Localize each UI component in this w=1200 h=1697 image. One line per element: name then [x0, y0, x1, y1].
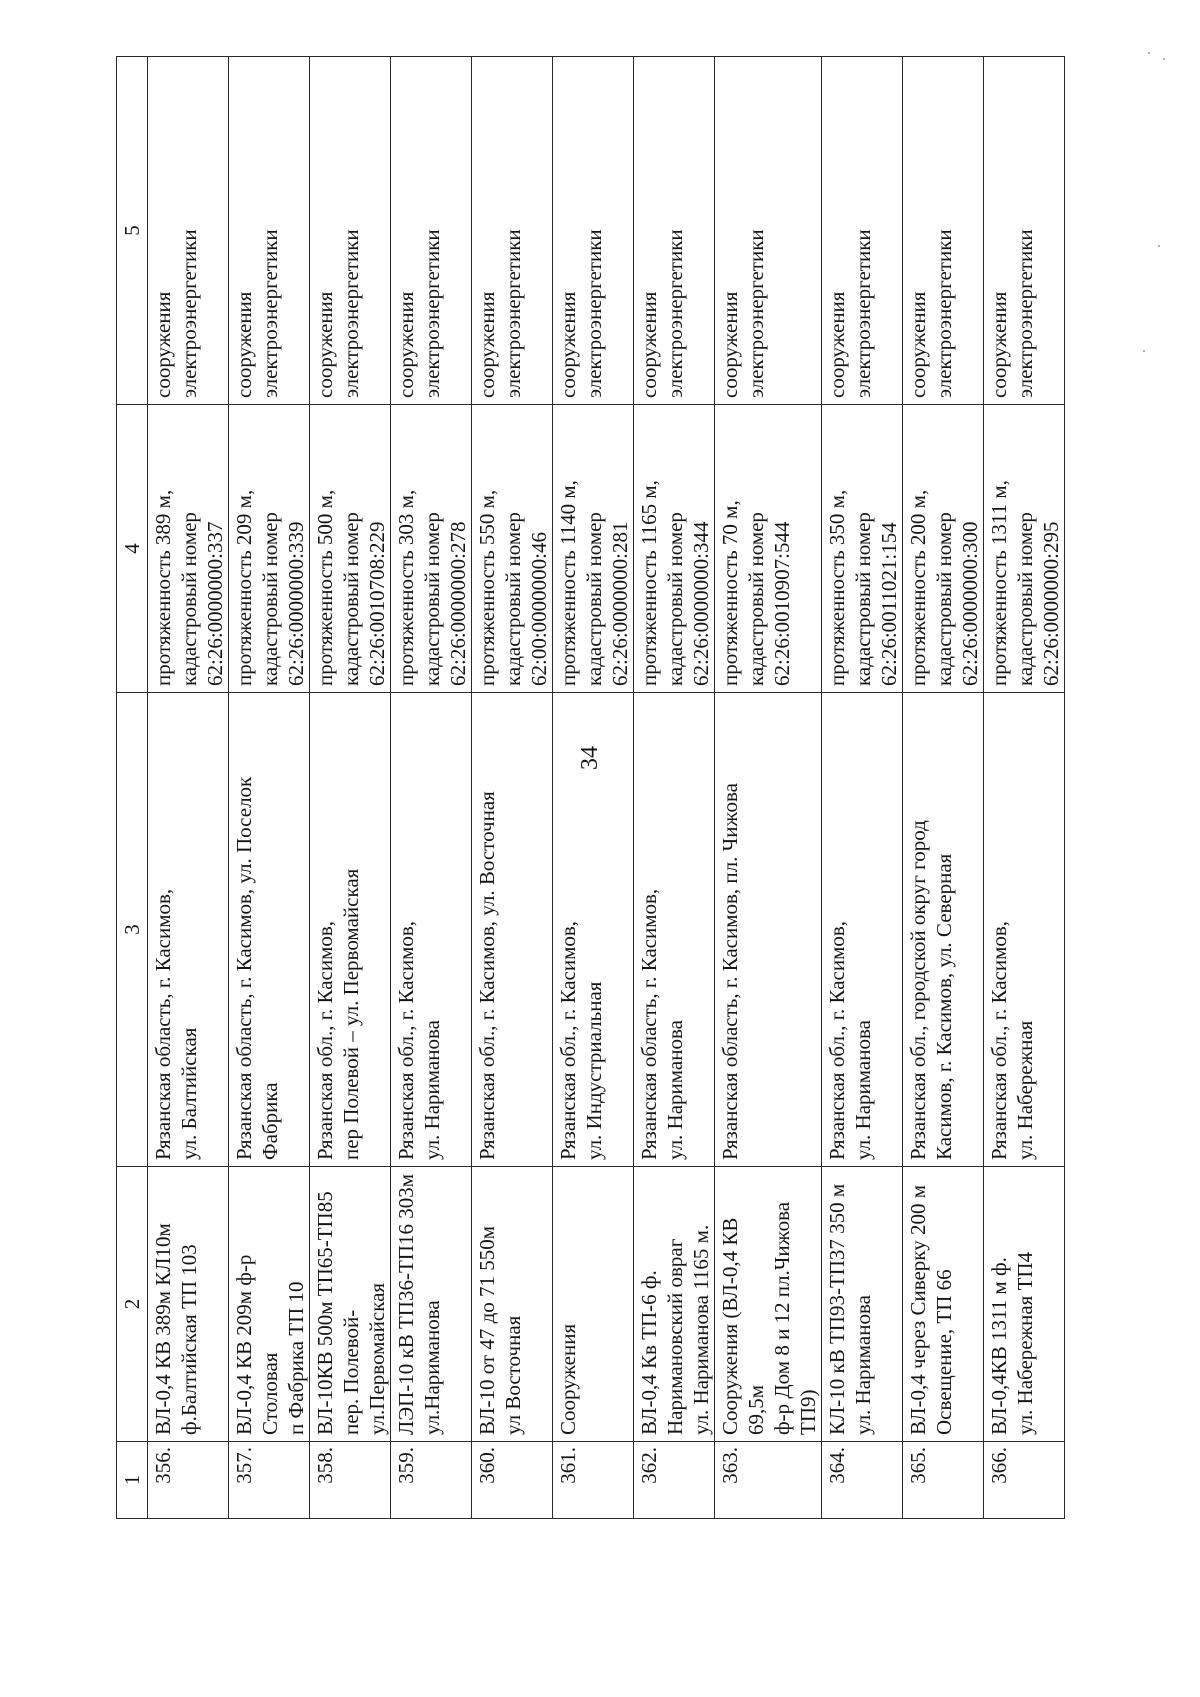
cell-line: электроэнергетики — [501, 229, 525, 398]
cell-purpose — [984, 57, 1065, 405]
column-header-2: 2 — [117, 1167, 148, 1442]
cell-line: КЛ-10 кВ ТП93-ТП37 350 м — [825, 1183, 849, 1435]
cell-object-name — [984, 1167, 1065, 1442]
table-row — [634, 57, 715, 1519]
cell-line: Рязанская обл., г. Касимов, — [987, 920, 1011, 1160]
column-header-3: 3 — [117, 693, 148, 1167]
cell-line: ф-р Дом 8 и 12 пл.Чижова ТП9) — [770, 1201, 820, 1435]
cell-address — [229, 693, 310, 1167]
cell-purpose — [148, 57, 229, 405]
cell-line: Фабрика — [258, 1082, 282, 1160]
cell-characteristics — [310, 405, 391, 693]
cell-address — [553, 693, 634, 1167]
cell-purpose — [634, 57, 715, 405]
table-row — [822, 57, 903, 1519]
cell-line: 62:26:0000000:278 — [446, 521, 470, 686]
cell-line: Рязанская область, г. Касимов, ул. Поселок — [232, 776, 256, 1160]
cell-line: протяженность 70 м, — [718, 500, 742, 686]
cell-line: сооружения — [232, 291, 256, 398]
cell-line: Рязанская область, г. Касимов, — [151, 888, 175, 1160]
cell-purpose — [472, 57, 553, 405]
cell-characteristics — [984, 405, 1065, 693]
cell-address — [984, 693, 1065, 1167]
cell-line: 62:26:0000000:344 — [689, 521, 713, 686]
cell-address — [634, 693, 715, 1167]
cell-line: протяженность 389 м, — [151, 489, 175, 686]
cell-line: ул. Набережная — [1013, 1020, 1037, 1160]
table-row — [553, 57, 634, 1519]
cell-number: 360. — [472, 1442, 553, 1519]
table-row — [984, 57, 1065, 1519]
cell-purpose — [822, 57, 903, 405]
table-row — [148, 57, 229, 1519]
cell-line: ул. Нариманова — [851, 1295, 875, 1435]
cell-characteristics — [634, 405, 715, 693]
cell-line: протяженность 350 м, — [825, 489, 849, 686]
cell-line: протяженность 1165 м, — [637, 480, 661, 686]
cell-line: ул.Нариманова — [420, 1300, 444, 1435]
cell-line: ВЛ-0,4 Кв ТП-6 ф. — [637, 1270, 661, 1435]
cell-line: ул. Нариманова — [663, 1020, 687, 1160]
cell-line: ул. Нариманова — [420, 1020, 444, 1160]
cell-object-name — [903, 1167, 984, 1442]
cell-line: ул. Нариманова — [851, 1020, 875, 1160]
cell-line: протяженность 200 м, — [906, 489, 930, 686]
cell-line: 62:26:0010907:544 — [770, 521, 794, 686]
scan-speck — [1158, 245, 1160, 247]
table-row — [903, 57, 984, 1519]
cell-number: 366. — [984, 1442, 1065, 1519]
cell-address — [472, 693, 553, 1167]
cell-number: 357. — [229, 1442, 310, 1519]
cell-line: электроэнергетики — [1013, 229, 1037, 398]
cell-object-name — [553, 1167, 634, 1442]
cell-line: протяженность 550 м, — [475, 489, 499, 686]
cell-number: 363. — [715, 1442, 822, 1519]
cell-line: 62:26:0000000:295 — [1039, 521, 1063, 686]
cell-line: сооружения — [394, 291, 418, 398]
cell-line: сооружения — [825, 291, 849, 398]
cell-line: Сооружения (ВЛ-0,4 КВ 69,5м — [718, 1217, 768, 1435]
cell-line: ВЛ-0,4 КВ 389м КЛ10м — [151, 1223, 175, 1435]
cell-characteristics — [903, 405, 984, 693]
cell-line: сооружения — [987, 291, 1011, 398]
cell-address — [391, 693, 472, 1167]
table-row — [229, 57, 310, 1519]
cell-line: сооружения — [313, 291, 337, 398]
cell-object-name — [229, 1167, 310, 1442]
cell-line: Освещение, ТП 66 — [932, 1269, 956, 1435]
cell-line: Сооружения — [556, 1323, 580, 1435]
cell-line: кадастровый номер — [582, 512, 606, 686]
cell-line: Рязанская область, г. Касимов, пл. Чижова — [718, 783, 742, 1160]
cell-line: п Фабрика ТП 10 — [284, 1281, 308, 1435]
cell-number: 359. — [391, 1442, 472, 1519]
cell-object-name — [634, 1167, 715, 1442]
table-row — [310, 57, 391, 1519]
cell-number: 358. — [310, 1442, 391, 1519]
cell-line: ф.Балтийская ТП 103 — [177, 1244, 201, 1435]
cell-line: кадастровый номер — [851, 512, 875, 686]
cell-line: электроэнергетики — [177, 229, 201, 398]
cell-characteristics — [148, 405, 229, 693]
cell-line: сооружения — [637, 291, 661, 398]
cell-number: 364. — [822, 1442, 903, 1519]
cell-purpose — [310, 57, 391, 405]
table-row — [472, 57, 553, 1519]
cell-line: Рязанская обл., г. Касимов, — [394, 920, 418, 1160]
column-header-5: 5 — [117, 57, 148, 405]
cell-object-name — [715, 1167, 822, 1442]
cell-characteristics — [472, 405, 553, 693]
cell-line: протяженность 1140 м, — [556, 480, 580, 686]
cell-line: ул. Нариманова 1165 м. — [689, 1224, 713, 1435]
cell-line: протяженность 303 м, — [394, 489, 418, 686]
cell-line: кадастровый номер — [744, 512, 768, 686]
cell-line: ВЛ-0,4 через Сиверку 200 м — [906, 1184, 930, 1435]
cell-purpose — [715, 57, 822, 405]
table-body — [117, 57, 1065, 1519]
cell-object-name — [472, 1167, 553, 1442]
cell-line: 62:00:0000000:46 — [527, 531, 551, 686]
cell-line: сооружения — [906, 291, 930, 398]
cell-line: электроэнергетики — [420, 229, 444, 398]
cell-characteristics — [822, 405, 903, 693]
cell-line: кадастровый номер — [177, 512, 201, 686]
scan-speck — [1163, 58, 1165, 60]
cell-line: Наримановский овраг — [663, 1238, 687, 1435]
cell-line: кадастровый номер — [663, 512, 687, 686]
cell-address — [148, 693, 229, 1167]
column-number-row — [117, 57, 148, 1519]
cell-object-name — [822, 1167, 903, 1442]
cell-line: ул. Индустриальная — [582, 981, 606, 1160]
cell-line: ул. Набережная ТП4 — [1013, 1251, 1037, 1435]
cell-line: ВЛ-0,4 КВ 209м ф-р Столовая — [232, 1254, 282, 1435]
cell-line: 62:26:0000000:300 — [958, 521, 982, 686]
page-number: 34 — [577, 746, 603, 770]
cell-line: 62:26:0000000:339 — [284, 521, 308, 686]
scan-speck — [1148, 52, 1150, 54]
cell-address — [715, 693, 822, 1167]
cell-line: электроэнергетики — [258, 229, 282, 398]
scan-speck — [1143, 350, 1145, 352]
cell-purpose — [391, 57, 472, 405]
cell-line: Рязанская обл., городской округ город — [906, 820, 930, 1160]
table-row — [391, 57, 472, 1519]
cell-purpose — [553, 57, 634, 405]
cell-characteristics — [553, 405, 634, 693]
cell-line: 62:26:0000000:337 — [203, 521, 227, 686]
cell-purpose — [903, 57, 984, 405]
cell-line: Рязанская обл., г. Касимов, — [556, 920, 580, 1160]
cell-line: электроэнергетики — [744, 229, 768, 398]
column-header-4: 4 — [117, 405, 148, 693]
cell-line: 62:26:0010708:229 — [365, 521, 389, 686]
cell-line: электроэнергетики — [663, 229, 687, 398]
cell-line: Рязанская обл., г. Касимов, — [313, 920, 337, 1160]
registry-table-rotated — [116, 57, 1063, 1519]
cell-line: электроэнергетики — [851, 229, 875, 398]
cell-characteristics — [229, 405, 310, 693]
cell-line: сооружения — [151, 291, 175, 398]
cell-line: ВЛ-0,4КВ 1311 м ф. — [987, 1257, 1011, 1435]
cell-line: кадастровый номер — [258, 512, 282, 686]
cell-line: сооружения — [556, 291, 580, 398]
cell-line: сооружения — [718, 291, 742, 398]
cell-number: 361. — [553, 1442, 634, 1519]
cell-line: кадастровый номер — [501, 512, 525, 686]
cell-address — [310, 693, 391, 1167]
cell-object-name — [391, 1167, 472, 1442]
cell-purpose — [229, 57, 310, 405]
cell-line: протяженность 500 м, — [313, 489, 337, 686]
cell-line: электроэнергетики — [582, 229, 606, 398]
cell-line: протяженность 1311 м, — [987, 480, 1011, 686]
cell-number: 356. — [148, 1442, 229, 1519]
cell-characteristics — [391, 405, 472, 693]
cell-line: протяженность 209 м, — [232, 489, 256, 686]
cell-line: 62:26:0000000:281 — [608, 521, 632, 686]
table-row — [715, 57, 822, 1519]
cell-line: пер Полевой – ул. Первомайская — [339, 868, 363, 1160]
cell-object-name — [310, 1167, 391, 1442]
cell-line: ЛЭП-10 кВ ТП36-ТП16 303м — [394, 1174, 418, 1435]
cell-address — [903, 693, 984, 1167]
cell-line: электроэнергетики — [339, 229, 363, 398]
cell-object-name — [148, 1167, 229, 1442]
cell-number: 365. — [903, 1442, 984, 1519]
cell-line: кадастровый номер — [932, 512, 956, 686]
cell-line: Рязанская обл., г. Касимов, ул. Восточная — [475, 791, 499, 1160]
cell-line: Касимов, г. Касимов, ул. Северная — [932, 853, 956, 1160]
cell-line: ул. Балтийская — [177, 1027, 201, 1160]
cell-address — [822, 693, 903, 1167]
property-registry-table — [116, 56, 1065, 1519]
cell-line: электроэнергетики — [932, 229, 956, 398]
cell-line: Рязанская обл., г. Касимов, — [825, 920, 849, 1160]
cell-line: пер. Полевой-ул.Первомайская — [339, 1282, 389, 1435]
cell-number: 362. — [634, 1442, 715, 1519]
cell-line: кадастровый номер — [339, 512, 363, 686]
cell-line: кадастровый номер — [1013, 512, 1037, 686]
cell-line: сооружения — [475, 291, 499, 398]
cell-line: ул Восточная — [501, 1315, 525, 1435]
cell-line: ВЛ-10КВ 500м ТП65-ТП85 — [313, 1191, 337, 1435]
cell-line: ВЛ-10 от 47 до 71 550м — [475, 1225, 499, 1435]
cell-line: кадастровый номер — [420, 512, 444, 686]
cell-line: Рязанская область, г. Касимов, — [637, 888, 661, 1160]
cell-line: 62:26:0011021:154 — [877, 522, 901, 686]
column-header-1: 1 — [117, 1442, 148, 1519]
cell-characteristics — [715, 405, 822, 693]
